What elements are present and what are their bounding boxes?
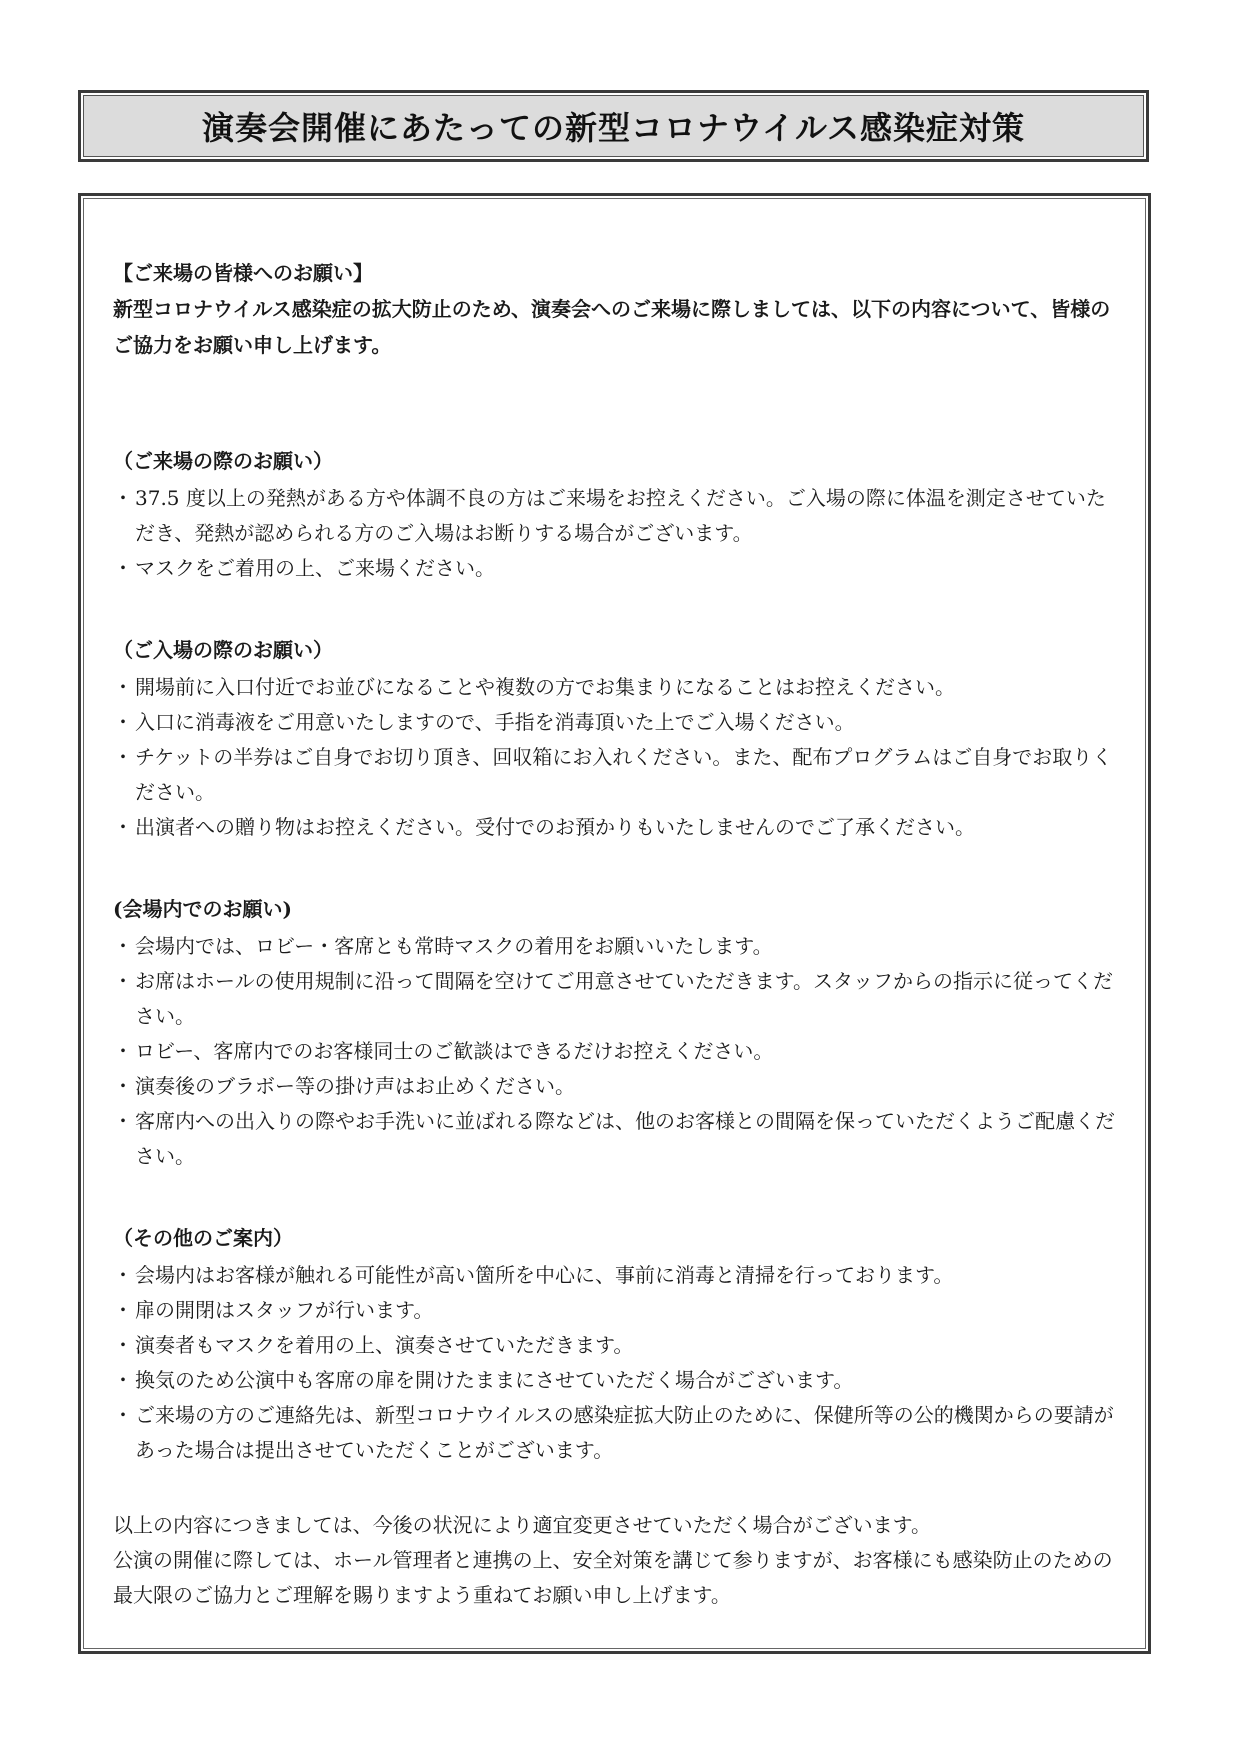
list-item: ・ 入口に消毒液をご用意いたしますので、手指を消毒頂いた上でご入場ください。 bbox=[113, 710, 855, 734]
closing-paragraph: 以上の内容につきましては、今後の状況により適宜変更させていただく場合がございます。 bbox=[113, 1513, 931, 1537]
list-item: ・ 会場内では、ロビー・客席とも常時マスクの着用をお願いいたします。 bbox=[113, 934, 773, 958]
list-item: ・ チケットの半券はご自身でお切り頂き、回収箱にお入れください。また、配布プログラムはご自身でお取りください。 bbox=[113, 745, 1113, 804]
section-other bbox=[113, 1220, 1123, 1468]
list-item: ・ マスクをご着用の上、ご来場ください。 bbox=[113, 556, 495, 580]
list-item: ・ お席はホールの使用規制に沿って間隔を空けてご用意させていただきます。スタッフからの指示に従ってください。 bbox=[113, 969, 1113, 1028]
list-item: ・ 会場内はお客様が触れる可能性が高い箇所を中心に、事前に消毒と清掃を行っております。 bbox=[113, 1263, 954, 1287]
section-venue bbox=[113, 891, 1123, 1174]
closing-paragraph: 公演の開催に際しては、ホール管理者と連携の上、安全対策を講じて参りますが、お客様にも感染防止のための最大限のご協力とご理解を賜りますよう重ねてお願い申し上げます。 bbox=[113, 1548, 1113, 1607]
list-item: ・ 演奏後のブラボー等の掛け声はお止めください。 bbox=[113, 1074, 575, 1098]
list-item: ・ 出演者への贈り物はお控えください。受付でのお預かりもいたしませんのでご了承ください。 bbox=[113, 815, 975, 839]
notice-box bbox=[78, 193, 1151, 1654]
list-item: ・ 客席内への出入りの際やお手洗いに並ばれる際などは、他のお客様との間隔を保っていただくようご配慮ください。 bbox=[113, 1109, 1115, 1168]
closing-text bbox=[113, 1508, 1123, 1613]
bullet-list bbox=[113, 1258, 1123, 1468]
section-title: （ご来場の際のお願い） bbox=[113, 449, 333, 473]
list-item: ・ 演奏者もマスクを着用の上、演奏させていただきます。 bbox=[113, 1333, 634, 1357]
list-item: ・ 扉の開閉はスタッフが行います。 bbox=[113, 1298, 434, 1322]
bullet-list bbox=[113, 481, 1123, 586]
list-item: ・ 37.5 度以上の発熱がある方や体調不良の方はご来場をお控えください。ご入場の際に体温を測定させていただき、発熱が認められる方のご入場はお断りする場合がございます。 bbox=[113, 486, 1106, 545]
list-item: ・ ロビー、客席内でのお客様同士のご歓談はできるだけお控えください。 bbox=[113, 1039, 774, 1063]
section-arrival bbox=[113, 443, 1123, 586]
section-title: (会場内でのお願い) bbox=[113, 897, 292, 921]
list-item: ・ 開場前に入口付近でお並びになることや複数の方でお集まりになることはお控えください。 bbox=[113, 675, 955, 699]
request-heading: 【ご来場の皆様へのお願い】 bbox=[113, 261, 373, 285]
section-entry bbox=[113, 632, 1123, 845]
section-title: （その他のご案内） bbox=[113, 1226, 293, 1250]
section-title: （ご入場の際のお願い） bbox=[113, 638, 333, 662]
list-item: ・ 換気のため公演中も客席の扉を開けたままにさせていただく場合がございます。 bbox=[113, 1368, 854, 1392]
intro-text: 新型コロナウイルス感染症の拡大防止のため、演奏会へのご来場に際しましては、以下の内容について、皆様のご協力をお願い申し上げます。 bbox=[113, 297, 1111, 357]
bullet-list bbox=[113, 670, 1123, 845]
notice-content bbox=[113, 256, 1123, 1613]
list-item: ・ ご来場の方のご連絡先は、新型コロナウイルスの感染症拡大防止のために、保健所等の公的機関からの要請があった場合は提出させていただくことがございます。 bbox=[113, 1403, 1114, 1462]
bullet-list bbox=[113, 929, 1123, 1174]
page-title: 演奏会開催にあたっての新型コロナウイルス感染症対策 bbox=[201, 109, 1026, 147]
title-banner bbox=[78, 90, 1149, 162]
